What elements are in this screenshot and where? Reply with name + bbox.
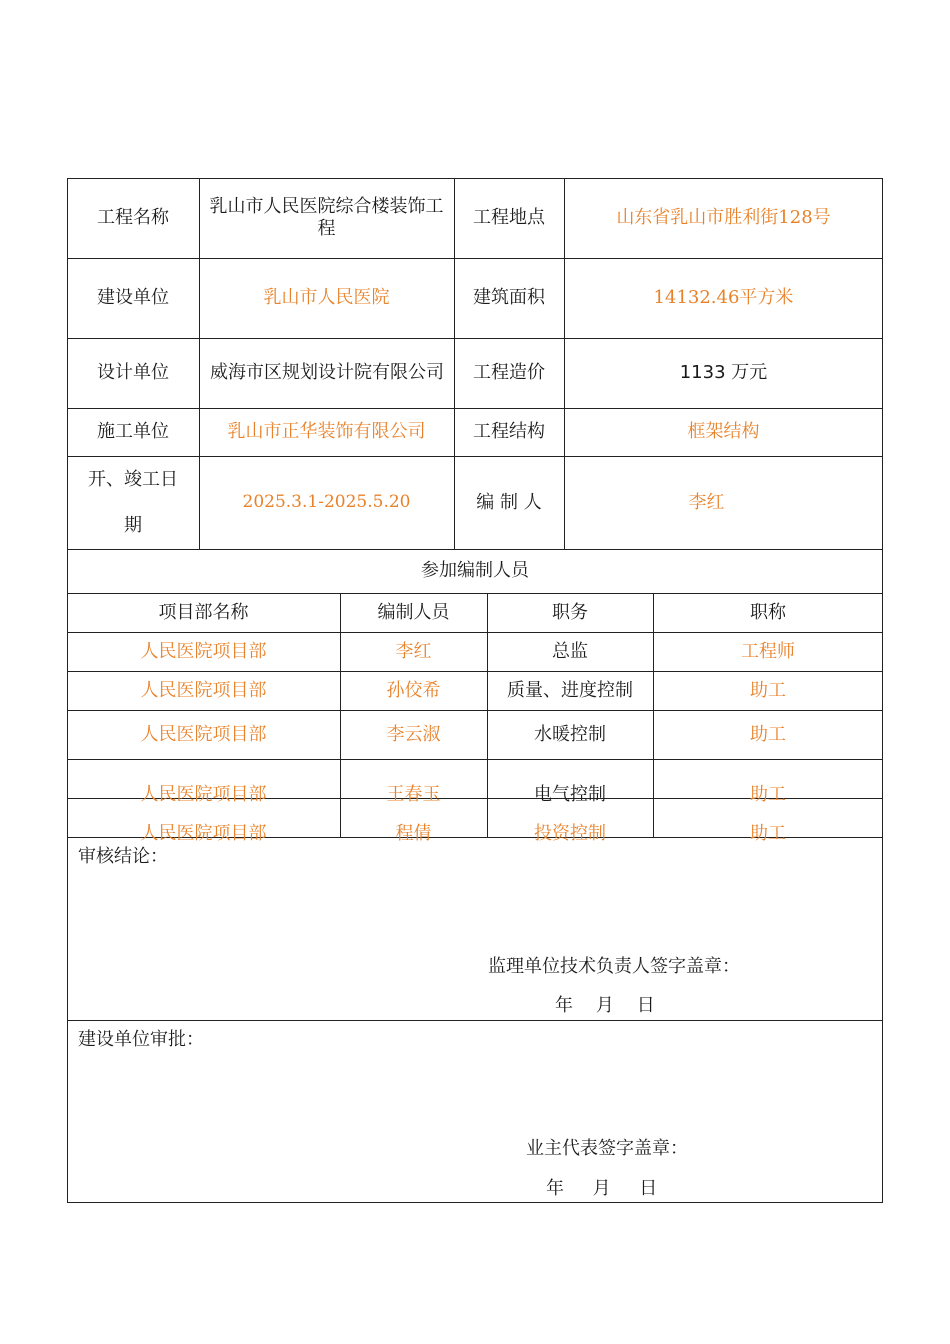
staff-duty: 水暖控制 — [534, 723, 606, 745]
designer-label: 设计单位 — [97, 362, 169, 384]
staff-title: 助工 — [750, 823, 786, 845]
staff-dept: 人民医院项目部 — [140, 679, 267, 701]
approval-date: 年 月 日 — [546, 1178, 658, 1199]
cost-value — [564, 338, 883, 408]
staff-header-person: 编制人员 — [377, 601, 450, 623]
staff-person: 孙佼希 — [386, 679, 441, 701]
name-label: 工程名称 — [97, 207, 169, 229]
owner-label: 建设单位 — [97, 287, 169, 309]
staff-dept: 人民医院项目部 — [140, 823, 267, 845]
author-value: 李红 — [688, 491, 725, 513]
name-value: 乳山市人民医院综合楼装饰工程 — [209, 196, 444, 239]
staff-header-dept: 项目部名称 — [158, 601, 249, 623]
review-label: 审核结论： — [78, 846, 168, 867]
staff-duty: 电气控制 — [534, 784, 606, 806]
staff-dept: 人民医院项目部 — [140, 723, 267, 745]
staff-title: 助工 — [750, 784, 786, 806]
designer-value: 威海市区规划设计院有限公司 — [210, 362, 444, 384]
staff-person: 李红 — [395, 640, 432, 662]
staff-header-title: 职称 — [750, 601, 786, 623]
area-value: 14132.46平方米 — [653, 287, 794, 309]
staff-duty: 质量、进度控制 — [507, 679, 633, 701]
staff-title: 助工 — [750, 679, 786, 701]
cost-number: 1133 — [679, 362, 726, 384]
owner-value: 乳山市人民医院 — [263, 287, 390, 309]
dates-label-line2: 期 — [124, 514, 142, 536]
dates-label-line1: 开、竣工日 — [88, 468, 178, 490]
staff-duty: 总监 — [552, 640, 588, 662]
staff-dept: 人民医院项目部 — [140, 640, 267, 662]
approval-signature: 业主代表签字盖章： — [526, 1138, 688, 1159]
dates-value: 2025.3.1-2025.5.20 — [242, 492, 411, 513]
staff-duty: 投资控制 — [534, 823, 606, 845]
cost-unit: 万元 — [731, 362, 768, 384]
staff-title: 工程师 — [741, 640, 795, 662]
approval-label: 建设单位审批： — [78, 1029, 204, 1050]
location-label: 工程地点 — [473, 207, 545, 229]
staff-person: 李云淑 — [386, 723, 441, 745]
staff-header-duty: 职务 — [552, 601, 588, 623]
structure-label: 工程结构 — [473, 421, 545, 443]
dates-label — [67, 456, 199, 549]
staff-section-title: 参加编制人员 — [421, 560, 529, 582]
area-label: 建筑面积 — [473, 287, 545, 309]
review-signature: 监理单位技术负责人签字盖章： — [488, 956, 740, 977]
staff-person: 程倩 — [395, 823, 432, 845]
staff-person: 王春玉 — [386, 784, 441, 806]
location-value: 山东省乳山市胜利街128号 — [616, 207, 831, 229]
contractor-label: 施工单位 — [97, 421, 169, 443]
contractor-value: 乳山市正华装饰有限公司 — [227, 421, 426, 443]
cost-label: 工程造价 — [473, 362, 545, 384]
review-date: 年 月 日 — [555, 995, 655, 1016]
staff-dept: 人民医院项目部 — [140, 784, 267, 806]
staff-title: 助工 — [750, 723, 786, 745]
structure-value: 框架结构 — [687, 421, 760, 443]
author-label: 编 制 人 — [476, 491, 542, 513]
